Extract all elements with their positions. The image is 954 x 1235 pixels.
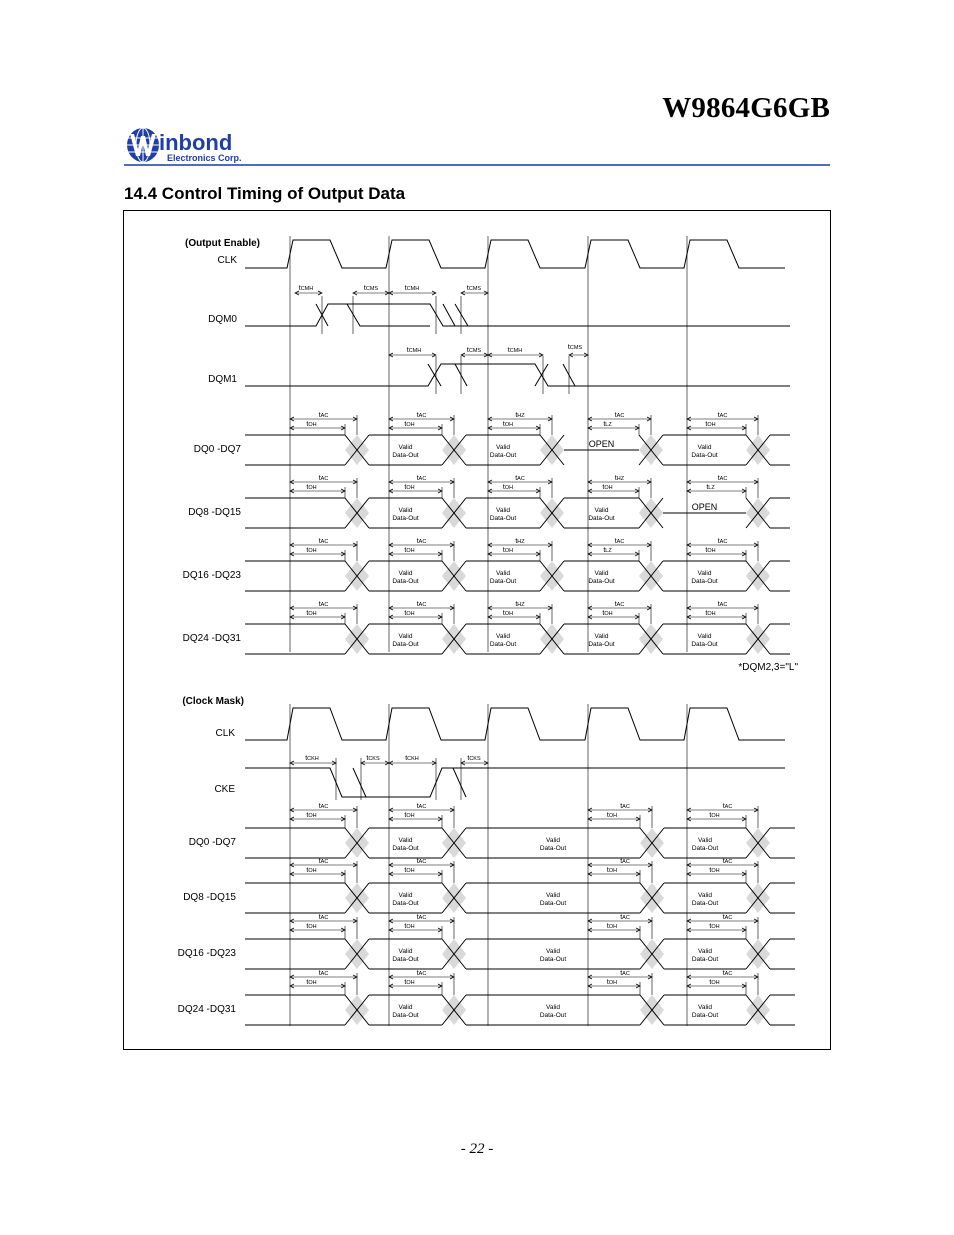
dq-bus-3-timing-top: tAC: [717, 601, 728, 608]
dq-bus-3-timing-top: tAC: [416, 601, 427, 608]
dq-bus-1-lead: [245, 498, 357, 528]
tcks-label: tCKS: [467, 755, 481, 762]
dq-bus-1-timing-bottom: tLZ: [706, 484, 715, 491]
dq-bus-3-timing-bottom: tOH: [404, 610, 415, 617]
cm-bus-2-timing-top: tAC: [318, 914, 329, 921]
dq-bus-3-data-out-text: Data-Out: [691, 641, 718, 648]
cm-bus-0-timing-top: tAC: [722, 803, 733, 810]
cm-bus-0-timing-bottom: tOH: [306, 812, 317, 819]
dq-bus-2-data-out-text: Data-Out: [691, 578, 718, 585]
dqm0-label: DQM0: [208, 314, 237, 325]
cm-bus-2-timing-top: tAC: [416, 914, 427, 921]
clk2-label: CLK: [215, 728, 235, 739]
cm-bus-3-timing-bottom: tOH: [709, 979, 720, 986]
cm-bus-3-label: DQ24 -DQ31: [177, 1004, 236, 1015]
dq-bus-2-lead: [245, 561, 357, 591]
cm-bus-1-timing-top: tAC: [620, 858, 630, 865]
dq-bus-3-data-out-text: Data-Out: [588, 641, 615, 648]
dq-bus-1-timing-top: tAC: [717, 475, 728, 482]
cke-label: CKE: [214, 784, 235, 795]
cm-bus-2-lead: [245, 939, 357, 969]
dq-bus-0-timing-bottom: tLZ: [603, 421, 612, 428]
tcms-label: tCMS: [466, 285, 482, 292]
cke-waveform: [245, 768, 785, 797]
clk-label: CLK: [217, 255, 237, 266]
tckh-label: tCKH: [305, 755, 319, 762]
cm-bus-1-data-out-text: Data-Out: [539, 900, 567, 907]
dq-bus-2-timing-top: tAC: [614, 538, 625, 545]
dq-bus-1-valid-text: Valid: [398, 507, 413, 514]
cm-bus-2-timing-top: tAC: [620, 914, 630, 921]
dq-bus-1-open-text: OPEN: [691, 502, 718, 512]
cm-bus-2-timing-top: tAC: [722, 914, 733, 921]
cm-bus-3-timing-top: tAC: [620, 970, 630, 977]
dq-bus-0-data-out-text: Data-Out: [489, 452, 517, 459]
cm-bus-2-timing-bottom: tOH: [709, 923, 720, 930]
dq-bus-3-data-out-text: Data-Out: [392, 641, 419, 648]
cm-bus-3-valid-text: Valid: [398, 1004, 413, 1011]
dqm-note: *DQM2,3="L": [738, 662, 798, 673]
dq-bus-2-timing-top: tAC: [318, 538, 329, 545]
dq-bus-0-data-out-text: Data-Out: [392, 452, 419, 459]
dqm1-waveform: [245, 364, 790, 386]
dq-bus-3-lead: [245, 624, 357, 654]
dq-bus-0-timing-top: tAC: [717, 412, 728, 419]
dqm0-cross: [455, 304, 468, 326]
cm-bus-3-valid-text: Valid: [698, 1004, 712, 1011]
cm-bus-1-label: DQ8 -DQ15: [183, 892, 236, 903]
cm-bus-2-data-out-text: Data-Out: [392, 956, 419, 963]
dq-bus-2-data-out-text: Data-Out: [588, 578, 615, 585]
dq-bus-0-data-out-text: Data-Out: [691, 452, 718, 459]
cm-bus-0-timing-bottom: tOH: [404, 812, 415, 819]
cm-bus-2-timing-bottom: tOH: [306, 923, 317, 930]
cm-bus-3-timing-bottom: tOH: [404, 979, 415, 986]
cm-bus-0-valid-text: Valid: [546, 837, 560, 844]
dq-bus-3-timing-top: tHZ: [515, 601, 525, 608]
dq-bus-2-valid-text: Valid: [398, 570, 413, 577]
cm-bus-0-data-out-text: Data-Out: [539, 845, 567, 852]
dq-bus-1-valid-text: Valid: [496, 507, 510, 514]
dq-bus-3-timing-bottom: tOH: [502, 610, 514, 617]
cm-bus-2-valid-text: Valid: [398, 948, 413, 955]
cm-bus-3-lead: [245, 995, 357, 1025]
dq-bus-0-timing-top: tHZ: [515, 412, 525, 419]
dq-bus-3-timing-top: tAC: [614, 601, 625, 608]
dq-bus-0-timing-bottom: tOH: [502, 421, 514, 428]
clk-waveform: [245, 240, 785, 268]
cm-bus-3-valid-text: Valid: [546, 1004, 560, 1011]
dq-bus-3-valid-text: Valid: [496, 633, 510, 640]
cm-bus-0-valid-text: Valid: [698, 837, 712, 844]
cm-bus-2-valid-text: Valid: [546, 948, 560, 955]
dq-bus-0-valid-text: Valid: [496, 444, 510, 451]
tcks-label: tCKS: [366, 755, 380, 762]
cm-bus-0-valid-text: Valid: [398, 837, 413, 844]
logo-text: inbond: [159, 130, 233, 155]
tcms-label: tCMS: [363, 285, 379, 292]
cm-bus-0-label: DQ0 -DQ7: [188, 837, 236, 848]
cm-bus-1-timing-bottom: tOH: [606, 867, 618, 874]
dq-bus-3-timing-bottom: tOH: [306, 610, 317, 617]
dq-bus-2-timing-bottom: tLZ: [603, 547, 612, 554]
cm-bus-1-timing-top: tAC: [416, 858, 427, 865]
cm-bus-1-timing-top: tAC: [318, 858, 329, 865]
dqm0-cross: [347, 304, 430, 326]
tcms-label: tCMS: [567, 344, 583, 351]
output-enable-title: (Output Enable): [185, 238, 260, 249]
cm-bus-3-data-out-text: Data-Out: [392, 1012, 419, 1019]
dq-bus-2-valid-text: Valid: [697, 570, 712, 577]
dqm0-cross: [443, 304, 455, 326]
tcmh-label: tCMH: [298, 285, 314, 292]
dq-bus-1-data-out-text: Data-Out: [489, 515, 517, 522]
dq-bus-0-timing-top: tAC: [614, 412, 625, 419]
cm-bus-1-valid-text: Valid: [698, 892, 712, 899]
dq-bus-1-data-out-text: Data-Out: [588, 515, 615, 522]
cm-bus-3-data-out-text: Data-Out: [539, 1012, 567, 1019]
cm-bus-0-timing-top: tAC: [416, 803, 427, 810]
dq-bus-1-timing-top: tHZ: [614, 475, 625, 482]
cm-bus-2-label: DQ16 -DQ23: [177, 948, 236, 959]
cm-bus-1-timing-bottom: tOH: [306, 867, 317, 874]
dq-bus-3-timing-bottom: tOH: [705, 610, 716, 617]
dq-bus-2-timing-top: tHZ: [515, 538, 525, 545]
clk2-waveform: [245, 708, 785, 740]
cm-bus-0-data-out-text: Data-Out: [691, 845, 719, 852]
dq-bus-0-timing-top: tAC: [318, 412, 329, 419]
dq-bus-2-data-out-text: Data-Out: [392, 578, 419, 585]
dq-bus-2-data-out-text: Data-Out: [489, 578, 517, 585]
dq-bus-0-label: DQ0 -DQ7: [193, 444, 241, 455]
dq-bus-1-label: DQ8 -DQ15: [188, 507, 241, 518]
cm-bus-1-timing-bottom: tOH: [404, 867, 415, 874]
cm-bus-3-timing-bottom: tOH: [606, 979, 618, 986]
dq-bus-1-timing-top: tAC: [515, 475, 525, 482]
cm-bus-3-timing-top: tAC: [318, 970, 329, 977]
dq-bus-0-open-text: OPEN: [588, 439, 615, 449]
cm-bus-3-timing-top: tAC: [722, 970, 733, 977]
tcmh-label: tCMH: [507, 347, 523, 354]
dq-bus-3-data-out-text: Data-Out: [489, 641, 517, 648]
cm-bus-2-valid-text: Valid: [698, 948, 712, 955]
dq-bus-0-valid-text: Valid: [697, 444, 712, 451]
dq-bus-2-timing-top: tAC: [717, 538, 728, 545]
cm-bus-3-timing-top: tAC: [416, 970, 427, 977]
dq-bus-0-timing-bottom: tOH: [404, 421, 415, 428]
dq-bus-1-timing-bottom: tOH: [602, 484, 613, 491]
cke-cross: [353, 768, 366, 797]
tcmh-label: tCMH: [406, 347, 422, 354]
cm-bus-2-timing-bottom: tOH: [404, 923, 415, 930]
dq-bus-0-valid-text: Valid: [398, 444, 413, 451]
cm-bus-2-data-out-text: Data-Out: [691, 956, 719, 963]
dq-bus-1-timing-top: tAC: [318, 475, 329, 482]
cm-bus-1-lead: [245, 883, 357, 913]
dq-bus-1-timing-top: tAC: [416, 475, 427, 482]
tckh-label: tCKH: [405, 755, 419, 762]
dq-bus-2-timing-top: tAC: [416, 538, 427, 545]
cm-bus-2-timing-bottom: tOH: [606, 923, 618, 930]
dq-bus-2-valid-text: Valid: [496, 570, 510, 577]
page-number: - 22 -: [460, 1141, 494, 1157]
dq-bus-3-label: DQ24 -DQ31: [182, 633, 241, 644]
cm-bus-1-timing-bottom: tOH: [709, 867, 720, 874]
dq-bus-3-timing-bottom: tOH: [602, 610, 613, 617]
cm-bus-0-lead: [245, 828, 357, 858]
cm-bus-0-timing-bottom: tOH: [606, 812, 618, 819]
dq-bus-2-timing-bottom: tOH: [705, 547, 716, 554]
dq-bus-1-timing-bottom: tOH: [306, 484, 317, 491]
dq-bus-2-timing-bottom: tOH: [306, 547, 317, 554]
cm-bus-3-data-out-text: Data-Out: [691, 1012, 719, 1019]
dq-bus-2-valid-text: Valid: [594, 570, 609, 577]
cm-bus-1-valid-text: Valid: [398, 892, 413, 899]
cm-bus-1-valid-text: Valid: [546, 892, 560, 899]
dq-bus-0-timing-bottom: tOH: [306, 421, 317, 428]
dq-bus-1-data-out-text: Data-Out: [392, 515, 419, 522]
dq-bus-1-timing-bottom: tOH: [404, 484, 415, 491]
tcms-label: tCMS: [466, 347, 482, 354]
cm-bus-2-data-out-text: Data-Out: [539, 956, 567, 963]
dqm1-label: DQM1: [208, 374, 237, 385]
cm-bus-3-timing-bottom: tOH: [306, 979, 317, 986]
dq-bus-2-label: DQ16 -DQ23: [182, 570, 241, 581]
cm-bus-1-timing-top: tAC: [722, 858, 733, 865]
section-title: 14.4 Control Timing of Output Data: [124, 184, 406, 203]
dq-bus-1-timing-bottom: tOH: [502, 484, 514, 491]
dq-bus-3-valid-text: Valid: [398, 633, 413, 640]
dq-bus-3-valid-text: Valid: [697, 633, 712, 640]
dq-bus-1-valid-text: Valid: [594, 507, 609, 514]
logo-subtext: Electronics Corp.: [167, 153, 242, 163]
cm-bus-0-timing-top: tAC: [318, 803, 329, 810]
cm-bus-0-timing-bottom: tOH: [709, 812, 720, 819]
dq-bus-0-timing-bottom: tOH: [705, 421, 716, 428]
cm-bus-0-data-out-text: Data-Out: [392, 845, 419, 852]
dq-bus-2-timing-bottom: tOH: [404, 547, 415, 554]
clock-mask-title: (Clock Mask): [182, 696, 244, 707]
part-number: W9864G6GB: [662, 92, 830, 124]
cm-bus-1-data-out-text: Data-Out: [691, 900, 719, 907]
tcmh-label: tCMH: [404, 285, 420, 292]
cm-bus-0-timing-top: tAC: [620, 803, 630, 810]
dq-bus-3-timing-top: tAC: [318, 601, 329, 608]
dq-bus-2-timing-bottom: tOH: [502, 547, 514, 554]
dq-bus-0-timing-top: tAC: [416, 412, 427, 419]
cm-bus-1-data-out-text: Data-Out: [392, 900, 419, 907]
cke-cross: [453, 768, 466, 797]
dq-bus-0-lead: [245, 435, 357, 465]
dq-bus-3-valid-text: Valid: [594, 633, 609, 640]
